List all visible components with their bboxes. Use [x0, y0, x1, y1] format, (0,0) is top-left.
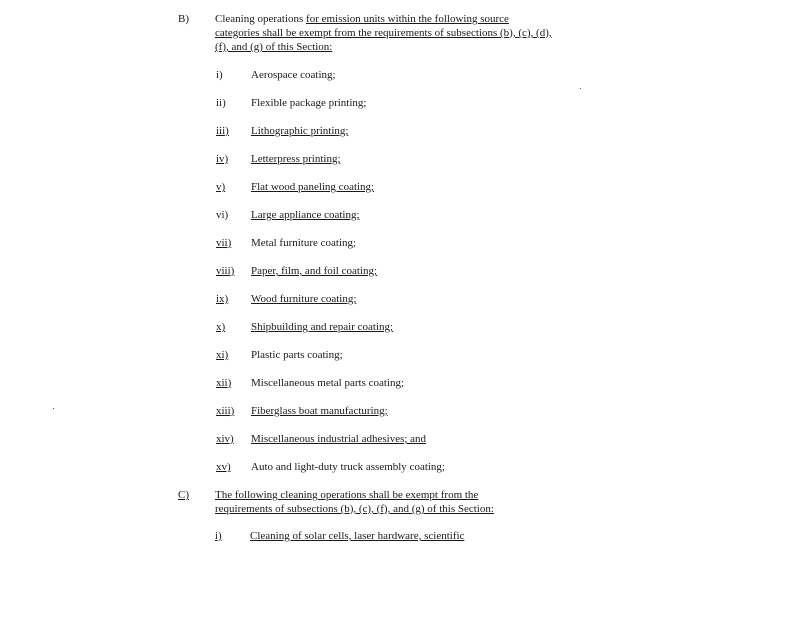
- list-item-number: iv): [216, 153, 229, 165]
- list-item-number: xiv): [216, 433, 234, 445]
- list-item-number: xi): [216, 349, 229, 361]
- list-item-number: iii): [216, 125, 229, 137]
- list-item-text: Paper, film, and foil coating;: [251, 265, 378, 277]
- list-item-number: xii): [216, 377, 232, 389]
- section-c-label: C): [178, 489, 189, 501]
- list-item-number: viii): [216, 265, 235, 277]
- list-item-number: xiii): [216, 405, 235, 417]
- section-b-text: [215, 12, 555, 54]
- list-item-text: Fiberglass boat manufacturing;: [251, 405, 388, 417]
- list-item-text: Miscellaneous industrial adhesives; and: [251, 433, 427, 445]
- list-item-text: Miscellaneous metal parts coating;: [251, 377, 405, 389]
- list-item-number: i): [215, 530, 222, 542]
- list-item-number: v): [216, 181, 226, 193]
- list-item-number: vi): [216, 209, 229, 221]
- list-item-text: Flat wood paneling coating;: [251, 181, 375, 193]
- scan-speck: [53, 408, 54, 409]
- list-item-text: Metal furniture coating;: [251, 237, 357, 249]
- list-item-text: Aerospace coating;: [251, 69, 336, 81]
- list-item-text: Large appliance coating;: [251, 209, 360, 221]
- section-b-text-underlined: for emission units within the following source categories shall be exempt from the requirements of subsections (b), (c), (d), (f), and (g) of this Section:: [215, 13, 552, 53]
- list-item-text: Letterpress printing;: [251, 153, 341, 165]
- list-item-number: i): [216, 69, 223, 81]
- list-item-text: Wood furniture coating;: [251, 293, 357, 305]
- list-item-number: xv): [216, 461, 231, 473]
- list-item-text: Shipbuilding and repair coating;: [251, 321, 394, 333]
- list-item-text: Auto and light-duty truck assembly coating;: [251, 461, 445, 473]
- section-b-text-plain: Cleaning operations: [215, 13, 307, 25]
- list-item-number: vii): [216, 237, 232, 249]
- section-c-text: The following cleaning operations shall be exempt from the requirements of subsections (b), (c), (f), and (g) of this Section:: [215, 489, 494, 515]
- list-item-text: Cleaning of solar cells, laser hardware, scientific: [250, 530, 465, 542]
- list-item-number: x): [216, 321, 226, 333]
- list-item-text: Lithographic printing;: [251, 125, 349, 137]
- list-item-text: Plastic parts coating;: [251, 349, 343, 361]
- list-item-text: Flexible package printing;: [251, 97, 367, 109]
- section-b-label: B): [178, 13, 189, 25]
- scan-speck: [580, 88, 581, 89]
- list-item-number: ix): [216, 293, 229, 305]
- list-item-number: ii): [216, 97, 226, 109]
